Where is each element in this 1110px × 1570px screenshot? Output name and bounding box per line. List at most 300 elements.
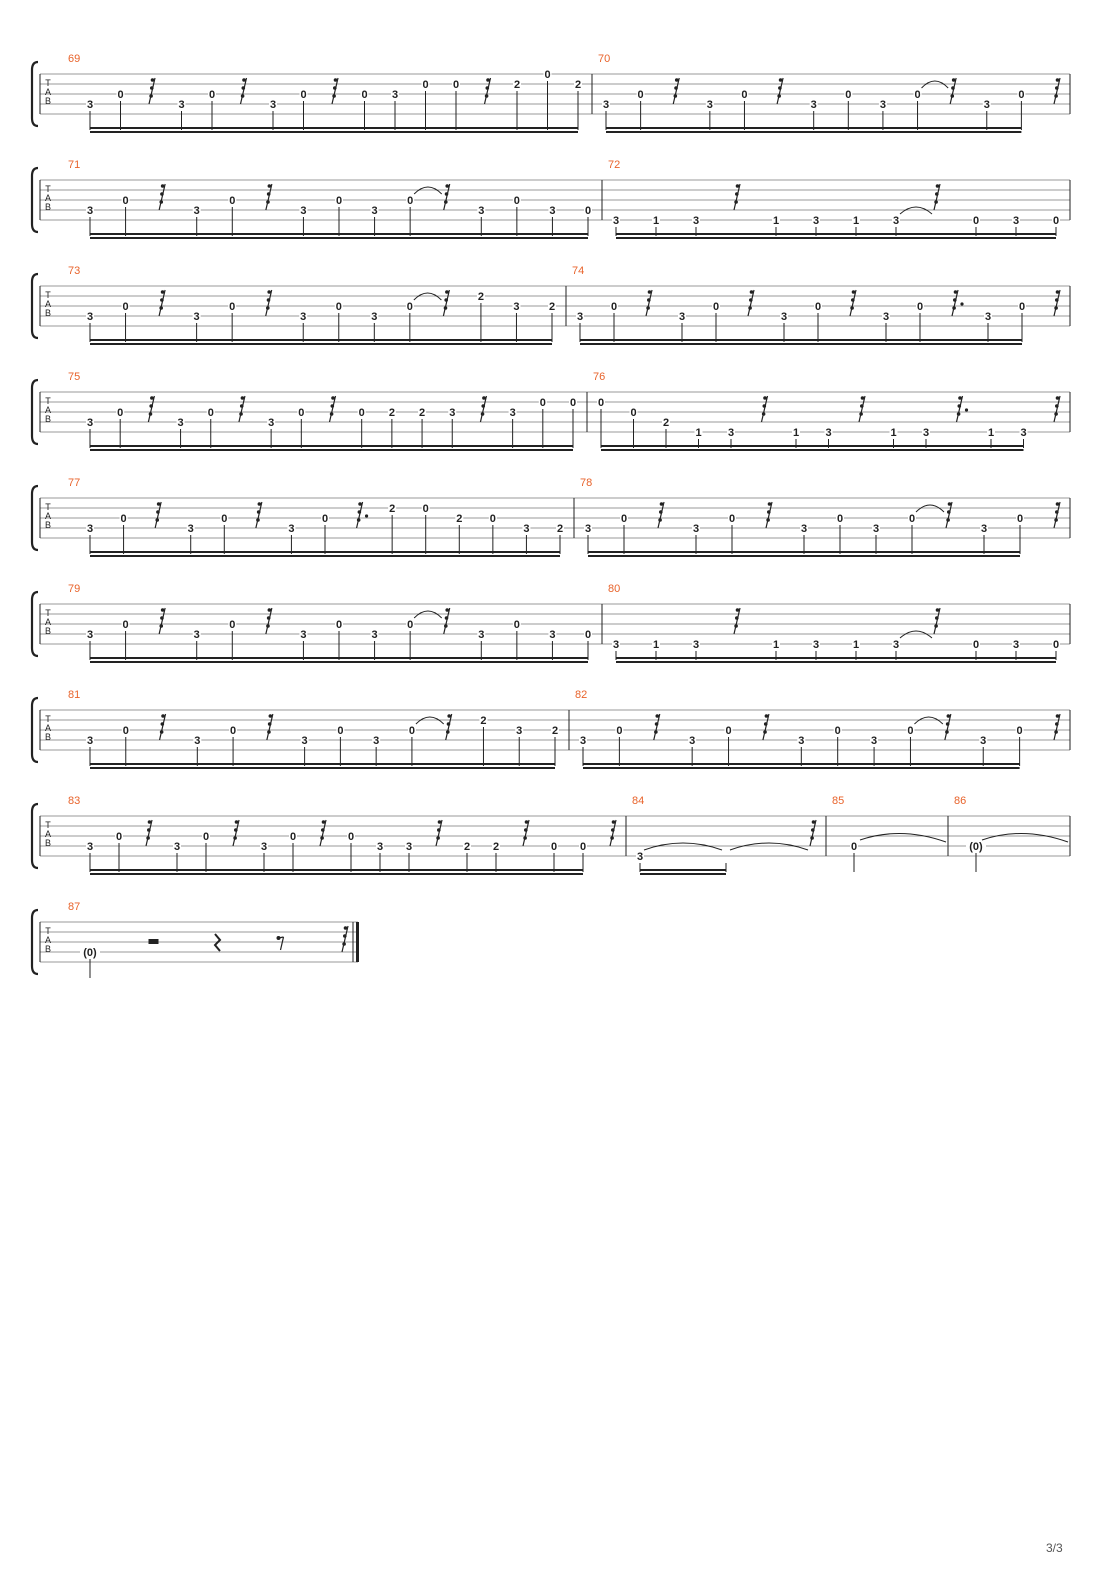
rest-stem — [952, 290, 958, 316]
rest-sixteenth — [266, 184, 272, 210]
rest-sixteenth — [233, 820, 239, 846]
fret-number: 3 — [301, 735, 308, 747]
fret-number: 3 — [678, 311, 686, 323]
fret-number: 3 — [86, 523, 94, 535]
rest-stem — [957, 396, 963, 422]
fret-number: 2 — [419, 407, 426, 419]
fret-number: 3 — [288, 523, 295, 535]
fret-number: 0 — [513, 195, 520, 207]
note-beam — [90, 657, 588, 659]
staff-system — [32, 371, 1070, 451]
staff-system — [32, 795, 1070, 875]
note-beam — [640, 873, 726, 875]
fret-number: 3 — [478, 629, 485, 641]
tab-clef-letter: T — [45, 502, 51, 512]
rest-stem — [266, 608, 272, 634]
fret-number: 1 — [792, 427, 800, 439]
rest-stem — [777, 78, 783, 104]
fret-number: 3 — [300, 629, 307, 641]
note-beam — [90, 661, 588, 663]
fret-number: 3 — [300, 205, 307, 217]
fret-number: 0 — [208, 89, 216, 101]
rest-sixteenth — [444, 608, 450, 634]
rest-sixteenth — [673, 78, 679, 104]
fret-number: 0 — [539, 397, 546, 409]
measure — [632, 795, 816, 875]
fret-number: 3 — [798, 735, 805, 747]
fret-number: 0 — [358, 407, 365, 419]
rest-sixteenth — [1054, 396, 1060, 422]
rest-sixteenth — [446, 714, 452, 740]
fret-number: 3 — [780, 311, 788, 323]
fret-number: 3 — [636, 851, 644, 863]
fret-number: 0 — [836, 513, 844, 525]
fret-number: 3 — [509, 407, 516, 419]
fret-number: 0 — [229, 619, 236, 631]
rest-sixteenth — [320, 820, 326, 846]
fret-number: 0 — [712, 301, 720, 313]
rest-sixteenth — [266, 608, 272, 634]
fret-number: 3 — [86, 311, 94, 323]
rest-sixteenth — [1054, 502, 1060, 528]
rest-stem — [320, 820, 326, 846]
rest-sixteenth-dotted — [357, 502, 369, 528]
fret-number: 0 — [908, 513, 916, 525]
fret-number: 3 — [810, 99, 817, 111]
rest-stem — [446, 714, 452, 740]
tie — [982, 833, 1068, 842]
fret-number: 3 — [892, 215, 900, 227]
fret-number: 2 — [513, 79, 521, 91]
fret-number: 3 — [825, 427, 832, 439]
measure — [832, 795, 946, 872]
rest-stem — [444, 608, 450, 634]
fret-number: 3 — [549, 629, 556, 641]
rest-sixteenth — [810, 820, 816, 846]
fret-number: 2 — [477, 291, 484, 303]
fret-number: 1 — [772, 215, 780, 227]
fret-number: 0 — [489, 513, 496, 525]
rest-stem — [763, 714, 769, 740]
fret-number: 3 — [269, 99, 277, 111]
rest-sixteenth — [934, 608, 940, 634]
fret-number: 3 — [692, 639, 700, 651]
measure-number: 78 — [580, 477, 593, 489]
fret-number: 0 — [728, 513, 736, 525]
fret-number: 3 — [173, 841, 181, 853]
rest-sixteenth — [766, 502, 772, 528]
rest-stem — [748, 290, 754, 316]
fret-number: 0 — [122, 301, 129, 313]
fret-number: 0 — [422, 79, 429, 91]
fret-number: 0 — [229, 301, 236, 313]
fret-number: 1 — [772, 639, 780, 651]
fret-number: 0 — [117, 407, 124, 419]
rest-sixteenth — [160, 714, 166, 740]
note-beam — [640, 869, 726, 871]
rest-sixteenth — [239, 396, 245, 422]
rest-stem — [332, 78, 338, 104]
fret-number: 3 — [193, 205, 200, 217]
staff-system — [32, 53, 1070, 133]
fret-number: 3 — [612, 639, 620, 651]
fret-number: 0 — [361, 89, 368, 101]
fret-number: 0 — [347, 831, 355, 843]
tab-clef-letter: T — [45, 78, 51, 88]
rest-eighth — [277, 936, 284, 950]
rest-stem — [810, 820, 816, 846]
rest-half — [149, 939, 159, 944]
rest-stem — [1054, 714, 1060, 740]
rest-stem — [610, 820, 616, 846]
rest-sixteenth-dotted — [952, 290, 964, 316]
rest-stem — [734, 608, 740, 634]
fret-number: 3 — [576, 311, 584, 323]
fret-number: 3 — [260, 841, 268, 853]
rest-stem — [241, 78, 247, 104]
rest-stem — [654, 714, 660, 740]
rest-sixteenth — [148, 396, 154, 422]
tab-clef-letter: B — [44, 838, 52, 848]
fret-number: 0 — [584, 629, 592, 641]
rest-sixteenth — [859, 396, 865, 422]
measure — [598, 53, 1060, 133]
rest-stem — [266, 184, 272, 210]
fret-number: 2 — [548, 301, 556, 313]
note-beam — [90, 449, 573, 451]
fret-number: 3 — [800, 523, 808, 535]
rest-sixteenth — [267, 714, 273, 740]
rest-stem — [1054, 396, 1060, 422]
fret-number: 2 — [556, 523, 564, 535]
rest-stem — [946, 502, 952, 528]
system-bracket — [32, 910, 38, 974]
rest-stem — [330, 396, 336, 422]
staff-system — [32, 689, 1070, 769]
note-beam — [616, 233, 1056, 235]
fret-number: 0 — [584, 205, 592, 217]
fret-number: 0 — [335, 195, 343, 207]
fret-number: 1 — [652, 639, 660, 651]
rest-dot — [960, 302, 963, 305]
rest-stem — [1054, 502, 1060, 528]
measure — [68, 477, 564, 557]
fret-number: 0 — [230, 725, 237, 737]
fret-number: 0 — [814, 301, 822, 313]
rest-sixteenth — [159, 608, 165, 634]
measure — [68, 265, 556, 345]
rest-sixteenth — [256, 502, 262, 528]
tab-clef-letter: B — [44, 944, 52, 954]
fret-number: 0 — [916, 301, 924, 313]
fret-number: 2 — [456, 513, 463, 525]
fret-number: 1 — [890, 427, 897, 439]
rest-stem — [850, 290, 856, 316]
rest-sixteenth — [443, 290, 449, 316]
fret-number: 0 — [741, 89, 748, 101]
measure-number: 87 — [68, 901, 81, 913]
rest-stem — [859, 396, 865, 422]
rest-stem — [950, 78, 956, 104]
fret-number: 3 — [922, 427, 930, 439]
measure-number: 86 — [954, 795, 967, 807]
measure-number: 71 — [68, 159, 81, 171]
measure-number: 84 — [632, 795, 645, 807]
system-bracket — [32, 274, 38, 338]
tab-clef-letter: A — [44, 87, 52, 97]
tab-clef-letter: A — [44, 511, 52, 521]
rest-sixteenth — [777, 78, 783, 104]
fret-number: 3 — [727, 427, 735, 439]
fret-number: 3 — [892, 639, 900, 651]
fret-number: 3 — [187, 523, 194, 535]
rest-stem — [159, 290, 165, 316]
fret-number: 0 — [406, 301, 413, 313]
fret-number: 3 — [86, 629, 94, 641]
note-beam — [616, 661, 1056, 663]
rest-sixteenth — [149, 78, 155, 104]
measure — [608, 583, 1060, 663]
rest-sixteenth — [241, 78, 247, 104]
fret-number: 0 — [115, 831, 123, 843]
fret-number: 0 — [202, 831, 210, 843]
tab-clef-letter: A — [44, 405, 52, 415]
rest-sixteenth — [646, 290, 652, 316]
rest-sixteenth — [946, 502, 952, 528]
fret-number: 3 — [980, 523, 988, 535]
page-number: 3/3 — [1046, 1541, 1063, 1555]
final-barline-thick — [356, 922, 359, 962]
tab-clef-letter: A — [44, 617, 52, 627]
staff-system — [32, 477, 1070, 557]
fret-number: 3 — [449, 407, 456, 419]
rest-sixteenth — [1054, 714, 1060, 740]
fret-number: 0 — [597, 397, 605, 409]
fret-number: 3 — [86, 205, 94, 217]
note-beam — [90, 127, 578, 129]
rest-sixteenth — [1054, 290, 1060, 316]
fret-number: 3 — [300, 311, 307, 323]
rest-sixteenth — [266, 290, 272, 316]
rest-stem — [673, 78, 679, 104]
rest-stem — [485, 78, 491, 104]
rest-sixteenth — [850, 290, 856, 316]
measure-number: 73 — [68, 265, 81, 277]
system-bracket — [32, 486, 38, 550]
measure — [593, 371, 1060, 451]
fret-number: 0 — [1052, 639, 1060, 651]
fret-number: 0 — [289, 831, 297, 843]
note-beam — [601, 449, 1024, 451]
rest-stem — [267, 714, 273, 740]
tab-clef-letter: T — [45, 714, 51, 724]
fret-number: 0 — [337, 725, 344, 737]
tab-clef-letter: T — [45, 290, 51, 300]
fret-number: 3 — [706, 99, 713, 111]
fret-number: 2 — [574, 79, 582, 91]
fret-number: 0 — [610, 301, 618, 313]
note-beam — [90, 551, 560, 553]
fret-number: 1 — [695, 427, 702, 439]
fret-number: 0 — [850, 841, 858, 853]
fret-number: 0 — [120, 513, 127, 525]
system-bracket — [32, 168, 38, 232]
fret-number: 3 — [478, 205, 485, 217]
rest-stem — [149, 78, 155, 104]
measure-number: 81 — [68, 689, 81, 701]
fret-number: 3 — [882, 311, 890, 323]
rest-sixteenth — [342, 926, 348, 952]
fret-number: 3 — [812, 639, 820, 651]
fret-number: 0 — [1016, 725, 1023, 737]
fret-number: 3 — [872, 523, 880, 535]
rest-stem — [762, 396, 768, 422]
fret-number: 3 — [984, 311, 992, 323]
fret-number: 3 — [980, 735, 987, 747]
rest-sixteenth — [934, 184, 940, 210]
rest-sixteenth — [444, 184, 450, 210]
fret-number: 3 — [86, 417, 94, 429]
note-beam — [583, 763, 1020, 765]
note-beam — [580, 339, 1022, 341]
rest-stem — [148, 396, 154, 422]
rest-stem — [734, 184, 740, 210]
fret-number: 3 — [193, 629, 200, 641]
rest-stem — [266, 290, 272, 316]
rest-dot — [965, 408, 968, 411]
fret-number: 3 — [612, 215, 620, 227]
fret-number: 0 — [834, 725, 841, 737]
measure — [68, 159, 592, 239]
rest-stem — [281, 937, 284, 950]
fret-number: 3 — [371, 311, 378, 323]
fret-number: 0 — [630, 407, 637, 419]
fret-number: 3 — [1012, 639, 1020, 651]
rest-stem — [155, 502, 161, 528]
rest-sixteenth — [654, 714, 660, 740]
rest-dot — [365, 514, 368, 517]
fret-number: 0 — [122, 619, 129, 631]
measure-number: 77 — [68, 477, 81, 489]
fret-number: 3 — [194, 735, 201, 747]
rest-sixteenth — [658, 502, 664, 528]
fret-number: 0 — [972, 639, 980, 651]
fret-number: 3 — [1020, 427, 1027, 439]
fret-number: 3 — [879, 99, 886, 111]
fret-number: 3 — [86, 735, 94, 747]
tab-clef-letter: B — [44, 202, 52, 212]
note-beam — [580, 343, 1022, 345]
fret-number: 3 — [516, 725, 523, 737]
measure — [68, 583, 592, 663]
tab-clef-letter: T — [45, 608, 51, 618]
staff-system — [32, 159, 1070, 239]
system-bracket — [32, 62, 38, 126]
rest-stem — [160, 714, 166, 740]
fret-number: 3 — [178, 99, 185, 111]
note-beam — [606, 131, 1021, 133]
note-beam — [90, 869, 583, 871]
fret-number: 0 — [335, 619, 343, 631]
system-bracket — [32, 804, 38, 868]
measure — [575, 689, 1060, 769]
rest-sixteenth — [734, 184, 740, 210]
tab-clef-letter: A — [44, 193, 52, 203]
measure — [68, 689, 559, 769]
rest-sixteenth — [950, 78, 956, 104]
tab-clef-letter: T — [45, 820, 51, 830]
rest-stem — [146, 820, 152, 846]
fret-number: 0 — [298, 407, 305, 419]
fret-number: 3 — [692, 215, 700, 227]
measure-number: 85 — [832, 795, 845, 807]
note-beam — [90, 445, 573, 447]
rest-sixteenth-dotted — [957, 396, 969, 422]
note-beam — [616, 237, 1056, 239]
measure-number: 82 — [575, 689, 588, 701]
rest-stem — [934, 608, 940, 634]
fret-number: 0 — [229, 195, 236, 207]
fret-number: 3 — [523, 523, 530, 535]
tab-clef-letter: A — [44, 299, 52, 309]
measure-number: 69 — [68, 53, 81, 65]
fret-number: 2 — [551, 725, 559, 737]
fret-number: 1 — [852, 639, 860, 651]
half-rest — [149, 939, 159, 944]
fret-number: 3 — [391, 89, 399, 101]
system-bracket — [32, 698, 38, 762]
fret-number: 0 — [725, 725, 732, 737]
fret-number: 3 — [376, 841, 384, 853]
measure — [954, 795, 1068, 872]
measure — [68, 371, 577, 451]
rest-stem — [233, 820, 239, 846]
fret-number: 3 — [584, 523, 592, 535]
rest-sixteenth — [485, 78, 491, 104]
fret-number: 0 — [637, 89, 644, 101]
fret-number: 0 — [321, 513, 329, 525]
rest-stem — [523, 820, 529, 846]
rest-sixteenth — [159, 290, 165, 316]
fret-number: 3 — [193, 311, 200, 323]
fret-number: 3 — [692, 523, 700, 535]
fret-number: 0 — [122, 195, 129, 207]
fret-number: 3 — [871, 735, 878, 747]
fret-number: 0 — [550, 841, 558, 853]
fret-number: 0 — [914, 89, 921, 101]
fret-number: 3 — [812, 215, 820, 227]
rest-stem — [342, 926, 348, 952]
fret-number: 2 — [480, 715, 487, 727]
rest-sixteenth — [332, 78, 338, 104]
tab-clef-letter: B — [44, 414, 52, 424]
fret-number: 3 — [549, 205, 556, 217]
rest-sixteenth — [945, 714, 951, 740]
fret-number: 2 — [492, 841, 500, 853]
note-beam — [90, 339, 552, 341]
note-beam — [90, 763, 555, 765]
staff-system — [32, 265, 1070, 345]
fret-number: 0 — [972, 215, 980, 227]
note-beam — [90, 873, 583, 875]
fret-number: (0) — [969, 841, 983, 853]
tab-clef-letter: B — [44, 96, 52, 106]
tab-clef-letter: B — [44, 732, 52, 742]
measure-number: 83 — [68, 795, 81, 807]
fret-number: 3 — [371, 629, 378, 641]
measure-number: 70 — [598, 53, 611, 65]
fret-number: 1 — [652, 215, 660, 227]
